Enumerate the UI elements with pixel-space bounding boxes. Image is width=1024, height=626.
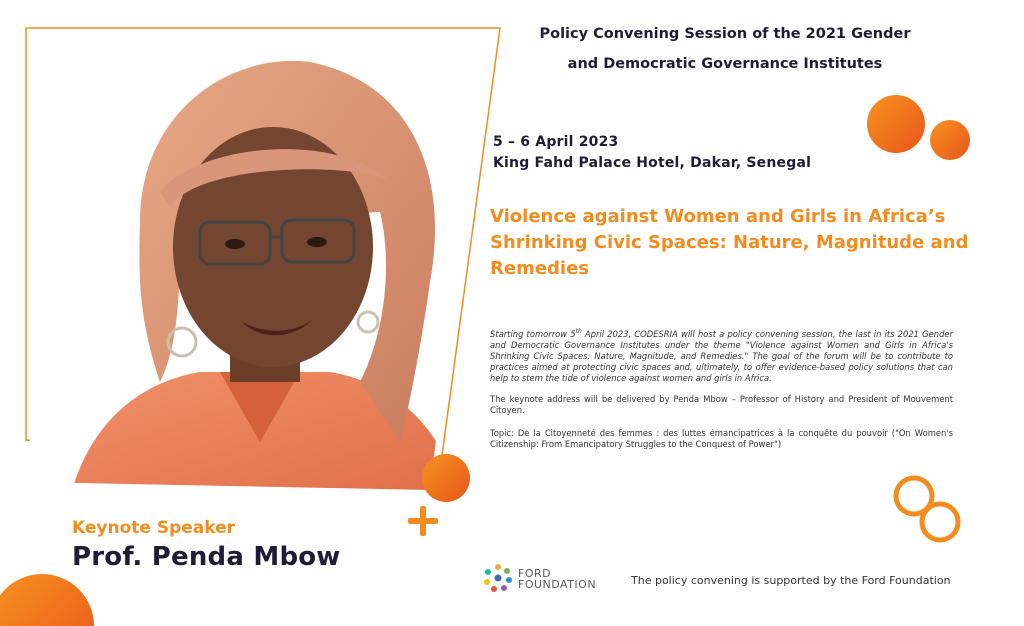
decorative-circle-icon (866, 94, 976, 166)
ford-foundation-logo-icon (482, 562, 514, 594)
decorative-circle-icon (422, 454, 472, 504)
ford-foundation-logo-text (518, 568, 596, 590)
event-date: 5 – 6 April 2023 (493, 134, 619, 150)
logo-line1: FORD (518, 567, 552, 580)
header-title-line2: and Democratic Governance Institutes (567, 56, 883, 72)
plus-icon (406, 504, 440, 538)
description-paragraph: Starting tomorrow 5th April 2023, CODESRIA will host a policy convening session, the last in its 2021 Gender and Democratic Governance Institutes under the theme "Violence against Women and Girls in Africa's Shrinking Civic Spaces: Nature, Magnitude, and Remedies." The goal of the forum will be to contribute to practices aimed at protecting civic spaces and, ultimately, to offer evidence-based policy solutions that can help to stem the tide of violence against women and girls in Africa. (490, 328, 953, 383)
speaker-photo (30, 22, 500, 497)
session-theme: Violence against Women and Girls in Africa’s Shrinking Civic Spaces: Nature, Magnitude and Remedies (490, 206, 969, 279)
header-title-line1: Policy Convening Session of the 2021 Gender (539, 26, 911, 42)
double-ring-icon (890, 474, 970, 548)
keynote-speaker-label: Keynote Speaker (72, 518, 236, 538)
logo-line2: FOUNDATION (518, 578, 597, 591)
topic-paragraph: Topic: De la Citoyenneté des femmes : des luttes émancipatrices à la conquête du pouvoir ("On Women's Citizenship: From Emancipatory Struggles to the Conquest of Power") (490, 428, 953, 449)
speaker-name: Prof. Penda Mbow (72, 542, 341, 572)
support-statement: The policy convening is supported by the Ford Foundation (631, 574, 951, 587)
keynote-paragraph: The keynote address will be delivered by Penda Mbow – Professor of History and President of Mouvement Citoyen. (490, 394, 953, 415)
event-venue: King Fahd Palace Hotel, Dakar, Senegal (493, 155, 812, 171)
